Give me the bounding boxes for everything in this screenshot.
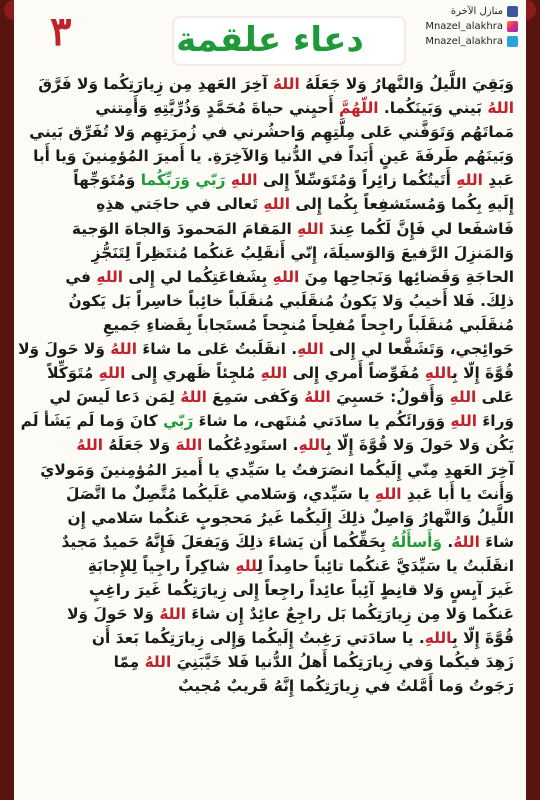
prayer-line (34, 554, 514, 578)
prayer-line (34, 265, 514, 289)
prayer-segment: لِمَن دَعا لَيسَ لي (49, 388, 181, 407)
prayer-segment: اللهِ (260, 364, 288, 383)
prayer-segment: قُوَّةَ إِلّا بِ (451, 629, 514, 648)
prayer-line (34, 313, 514, 337)
prayer-line (34, 144, 514, 168)
prayer-segment: مِمّا (113, 653, 145, 672)
prayer-line (34, 458, 514, 482)
social-instagram[interactable] (393, 19, 518, 34)
prayer-segment: اللهِ (374, 484, 402, 503)
prayer-segment: انقَلَبتُ يا سَيِّدَيَّ عَنكُما تائِباً حامِداً لِ (257, 556, 514, 575)
prayer-segment: عَنكُما وَلا مِن زِيارَتِكُما بَل راجِعٌ عائِدٌ إِن شاءَ (186, 605, 514, 624)
prayer-segment: وَأَقولُ: حَسبِيَ (330, 388, 450, 407)
prayer-segment: رَبّي وَرَبِّكُما (140, 171, 231, 190)
prayer-segment: اللهَ (175, 436, 203, 455)
prayer-segment: اللهِ (424, 629, 452, 648)
prayer-line (34, 96, 514, 120)
prayer-segment: شاكِراً راجِياً لِلإِجابَةِ (87, 556, 236, 575)
prayer-line (34, 241, 514, 265)
prayer-segment: اللَّيلُ وَالنَّهارُ وَاصِلٌ ذلِكَ إِلَيكُما غَيرُ مَحجوبٍ عَنكُما سَلامي إِن (67, 508, 514, 527)
prayer-segment: اللهُ (273, 75, 300, 93)
prayer-page (14, 0, 526, 800)
prayer-segment: اللهُ (159, 605, 186, 624)
prayer-line (34, 650, 514, 674)
prayer-segment: فَاشفَعا لي فَإِنَّ لَكُما عِندَ (323, 219, 514, 238)
page-number: ٣ (50, 8, 72, 55)
prayer-segment: . يا سادَتي رَغِبتُ إِلَيكُما وَإِلى زِيارَتِكُما بَعدَ أَن (91, 629, 425, 648)
prayer-segment: رَبّي (163, 412, 194, 431)
prayer-segment: آخِرَ العَهدِ مِنّي إِلَيكُما انصَرَفتُ يا سَيِّدي يا أَميرَ المُؤمِنينَ وَمَولايَ (40, 460, 514, 479)
prayer-segment: اللهِ (424, 364, 452, 383)
prayer-line (34, 506, 514, 530)
prayer-segment: وَوَرائَكُم يا سادَتي مُنتَهى، ما شاءَ (193, 412, 451, 431)
prayer-segment: في (65, 267, 97, 286)
prayer-segment: تَعالى في حاجَتي هذِهِ (96, 195, 264, 214)
facebook-icon (507, 6, 518, 17)
prayer-segment: زَهِدَ فيكُما وَفي زِيارَتِكُما أَهلُ الدُّنيا فَلا خَيَّبَنِيَ (171, 653, 514, 672)
prayer-segment: . استَودِعُكُما (202, 436, 299, 455)
prayer-segment: وَلا حَولَ وَلا (18, 340, 111, 359)
prayer-segment: وَبَينَهُم طَرفَةَ عَينٍ أَبَداً في الدُّنيا وَالآخِرَةِ. يا أَميرَ المُؤمِنينَ وَيا أَبا (33, 147, 514, 166)
prayer-segment: وَراءَ (477, 412, 514, 431)
prayer-segment: اللهُ (144, 653, 172, 672)
prayer-segment: اللهُ (180, 388, 207, 407)
prayer-segment: اللهِ (297, 219, 324, 238)
prayer-segment: للهِ (235, 556, 258, 575)
prayer-segment: وَأَسأَلُهُ (391, 532, 442, 551)
prayer-line (34, 72, 514, 96)
prayer-line (34, 192, 514, 216)
prayer-segment: المَقامَ المَحمودَ وَالجاهَ الوَجيهَ (71, 219, 298, 238)
prayer-segment: مُلجِئاً ظَهري إِلى (125, 364, 261, 383)
social-handles (393, 4, 518, 49)
prayer-segment: اللهُ (453, 532, 480, 551)
prayer-segment: اللهُ (110, 340, 137, 359)
social-telegram-label: Mnazel_alakhra (425, 36, 503, 47)
prayer-segment: يا سَيِّدي، وَسَلامي عَلَيكُما مُتَّصِلٌ ما اتَّصَلَ (65, 484, 375, 503)
prayer-segment: إِلَيهِ بِكُما وَمُستَشفِعاً بِكُما إِلى (290, 195, 514, 214)
prayer-segment: وَالمَنزِلَ الرَّفيعَ وَالوَسيلَةَ، إِنّي أَنقَلِبُ عَنكُما مُنتَظِراً لِتَنَجُّزِ (91, 243, 514, 262)
prayer-segment: بِشَفاعَتِكُما لي إِلى (123, 267, 273, 286)
prayer-line (34, 385, 514, 409)
prayer-line (34, 674, 514, 698)
prayer-segment: كانَ وَما لَم يَشَأ لَم (20, 412, 164, 431)
prayer-line (34, 168, 514, 192)
prayer-segment: اللهِ (96, 267, 124, 286)
social-telegram[interactable] (393, 34, 518, 49)
prayer-segment: بَيني وَبَينَكُما. (378, 99, 488, 118)
prayer-segment: . انقَلَبتُ عَلى ما شاءَ (136, 340, 298, 359)
prayer-body (18, 72, 514, 794)
prayer-line (29, 120, 514, 144)
prayer-line (34, 433, 514, 457)
prayer-line (34, 482, 514, 506)
prayer-line (34, 602, 514, 626)
prayer-segment: وَلا جَعَلَهُ (103, 436, 176, 455)
page-title: دعاء علقمة (176, 20, 364, 60)
prayer-segment: اللهُ (487, 99, 514, 118)
prayer-segment: وَمُتَوَجِّهاً (73, 171, 141, 190)
prayer-segment: ذلِكَ. فَلا أَخيبُ وَلا يَكونُ مُنقَلَبي مُنقَلَباً خائِباً خاسِراً بَل يَكونُ (68, 291, 514, 310)
prayer-line (20, 409, 514, 433)
prayer-segment: رَجَوتُ وَما أَمَّلتُ في زِيارَتِكُما إِنَّهُ قَريبٌ مُجيبٌ (178, 677, 514, 696)
prayer-segment: اللهِ (263, 195, 291, 214)
prayer-segment: اللهُ (76, 436, 104, 455)
prayer-segment: مُتَوَكِّلاً (47, 364, 99, 383)
prayer-line (34, 361, 514, 385)
prayer-segment: بِحَقِّكُما أَن يَشاءَ ذلِكَ وَيَفعَلَ فَإِنَّهُ حَميدٌ مَجيدٌ (61, 532, 392, 551)
prayer-segment: عَلى (476, 388, 514, 407)
prayer-segment: اللهِ (449, 388, 477, 407)
prayer-segment: اللهِ (297, 340, 324, 359)
prayer-segment: عَبدِ (482, 171, 514, 190)
prayer-segment: مُفَوِّضاً أَمري إِلى (287, 364, 425, 383)
prayer-segment: قُوَّةَ إِلّا بِ (451, 364, 514, 383)
instagram-icon (507, 21, 518, 32)
prayer-segment: مَماتَهُم وَتَوَفَّني عَلى مِلَّتِهِم وَاحشُرني في زُمرَتِهِم وَلا تُفَرِّق بَيني (29, 123, 514, 142)
prayer-segment: شاءَ (479, 532, 514, 551)
prayer-segment: مُنقَلَبي مُنقَلَباً راجِحاً مُفلِحاً مُنجِحاً مُستَجاباً بِقَضاءِ جَميعِ (102, 315, 514, 334)
prayer-segment: اللهِ (450, 412, 478, 431)
prayer-segment: اللهِ (230, 171, 258, 190)
prayer-segment: وَأَنتَ يا أَبا عَبدِ (401, 484, 514, 503)
prayer-line (34, 626, 514, 650)
prayer-segment: . (441, 532, 454, 551)
social-facebook[interactable] (393, 4, 518, 19)
prayer-segment: يَكُن وَلا حَولَ وَلا قُوَّةَ إِلّا بِ (325, 436, 514, 455)
prayer-segment: اللهِ (456, 171, 483, 190)
prayer-line (18, 337, 514, 361)
prayer-line (34, 530, 514, 554)
prayer-segment: الحاجَةِ وَقَضائِها وَنَجاحِها مِنَ (299, 267, 514, 286)
prayer-line (34, 578, 514, 602)
social-facebook-label: منازل الآخرة (450, 6, 503, 17)
prayer-segment: أَحيِني حياةَ مُحَمَّدٍ وَذُرِّيَّتِهِ وَأَمِتني (95, 99, 339, 118)
prayer-segment: وَبَقِيَ اللَّيلُ وَالنَّهارُ وَلا جَعَلَهُ (299, 75, 514, 93)
prayer-segment: أَتَيتُكُما زائِراً وَمُتَوَسِّلاً إِلى (257, 171, 457, 190)
prayer-segment: حَوائِجي، وَتَشَفَّعا لي إِلى (323, 340, 514, 359)
social-instagram-label: Mnazel_alakhra (425, 21, 503, 32)
prayer-line (34, 217, 514, 241)
prayer-segment: اللهِ (98, 364, 126, 383)
prayer-segment: غَيرَ آيِسٍ وَلا قانِطٍ آئِباً عائِداً راجِعاً إِلى زِيارَتِكُما غَيرَ راغِبٍ (89, 580, 514, 599)
prayer-segment: وَلا حَولَ وَلا (67, 605, 160, 624)
prayer-segment: اللّهُمَّ (338, 99, 379, 118)
prayer-segment: اللهِ (272, 267, 300, 286)
prayer-segment: آخِرَ العَهدِ مِن زِيارَتِكُما وَلا فَرَّقَ (38, 75, 274, 93)
prayer-segment: اللهُ (304, 388, 331, 407)
prayer-segment: اللهِ (298, 436, 326, 455)
prayer-line (34, 289, 514, 313)
prayer-segment: وَكَفى سَمِعَ (206, 388, 305, 407)
telegram-icon (507, 36, 518, 47)
